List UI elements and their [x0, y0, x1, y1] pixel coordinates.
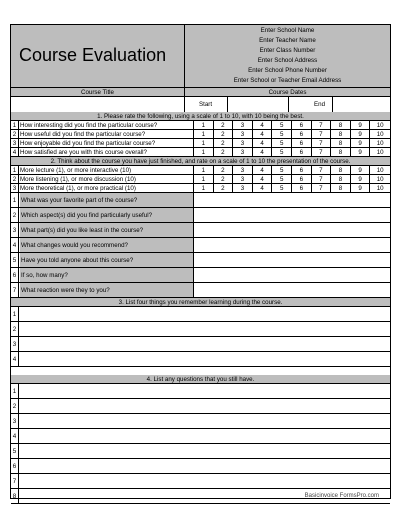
rating-option-2[interactable]: 2: [214, 139, 234, 147]
end-label: End: [314, 101, 326, 108]
rating-option-1[interactable]: 1: [194, 166, 214, 174]
rating-option-4[interactable]: 4: [253, 166, 273, 174]
question-text: What part(s) did you like least in the course?: [20, 223, 194, 237]
school-name-field[interactable]: Enter School Name: [260, 27, 315, 34]
learning-line[interactable]: [11, 352, 390, 367]
row-number: 2: [11, 130, 19, 138]
section1-row: [11, 148, 390, 157]
rating-option-6[interactable]: 6: [292, 184, 312, 192]
rating-option-3[interactable]: 3: [233, 139, 253, 147]
question-text: More theoretical (1), or more practical (10): [20, 184, 194, 192]
question-line[interactable]: [11, 414, 390, 429]
row-number: 3: [11, 139, 19, 147]
question-text: How satisfied are you with this course overall?: [20, 148, 194, 156]
answer-input[interactable]: [194, 268, 390, 282]
rating-option-7[interactable]: 7: [312, 121, 332, 129]
rating-option-8[interactable]: 8: [331, 121, 351, 129]
rating-option-4[interactable]: 4: [253, 139, 273, 147]
line-number: 2: [11, 322, 19, 336]
question-text: What changes would you recommend?: [20, 238, 194, 252]
course-dates-label: Course Dates: [185, 88, 390, 97]
rating-option-3[interactable]: 3: [233, 175, 253, 183]
question-text: How useful did you find the particular course?: [20, 130, 194, 138]
rating-option-8[interactable]: 8: [331, 148, 351, 156]
course-info: [11, 87, 390, 112]
section-4-heading: 4. List any questions that you still have.: [11, 375, 390, 384]
rating-option-9[interactable]: 9: [351, 148, 371, 156]
answer-input[interactable]: [194, 283, 390, 297]
rating-option-1[interactable]: 1: [194, 184, 214, 192]
question-text: If so, how many?: [20, 268, 194, 282]
row-number: 5: [11, 253, 19, 267]
rating-option-7[interactable]: 7: [312, 130, 332, 138]
question-text: More lecture (1), or more interactive (10): [20, 166, 194, 174]
section1-row: [11, 121, 390, 130]
section2-row: [11, 166, 390, 175]
rating-option-10[interactable]: 10: [376, 185, 384, 192]
line-number: 6: [11, 459, 19, 473]
section1-row: [11, 139, 390, 148]
line-number: 3: [11, 337, 19, 351]
question-row: [11, 253, 390, 268]
course-title-label: Course Title: [11, 88, 185, 97]
question-row: [11, 208, 390, 223]
line-number: 7: [11, 474, 19, 488]
question-text: Have you told anyone about this course?: [20, 253, 194, 267]
rating-option-10[interactable]: 10: [376, 149, 384, 156]
rating-option-6[interactable]: 6: [292, 139, 312, 147]
page-title: Course Evaluation: [19, 45, 167, 65]
footer-credit: Basicinvoice FormsPro.com: [304, 493, 379, 499]
learning-line[interactable]: [11, 322, 390, 337]
answer-input[interactable]: [194, 208, 390, 222]
row-number: 3: [11, 184, 19, 192]
row-number: 1: [11, 193, 19, 207]
rating-option-2[interactable]: 2: [214, 166, 234, 174]
question-line[interactable]: [11, 384, 390, 399]
rating-option-1[interactable]: 1: [194, 175, 214, 183]
rating-option-7[interactable]: 7: [312, 166, 332, 174]
question-text: How enjoyable did you find the particular course?: [20, 139, 194, 147]
rating-option-6[interactable]: 6: [292, 166, 312, 174]
rating-option-7[interactable]: 7: [312, 175, 332, 183]
rating-option-6[interactable]: 6: [292, 175, 312, 183]
question-row: [11, 238, 390, 253]
question-row: [11, 193, 390, 208]
section2-row: [11, 184, 390, 193]
question-text: What reaction were they to you?: [20, 283, 194, 297]
rating-option-2[interactable]: 2: [214, 175, 234, 183]
answer-input[interactable]: [194, 223, 390, 237]
question-line[interactable]: [11, 444, 390, 459]
rating-option-2[interactable]: 2: [214, 121, 234, 129]
rating-option-9[interactable]: 9: [351, 139, 371, 147]
answer-input[interactable]: [194, 253, 390, 267]
line-number: 4: [11, 352, 19, 366]
section2-row: [11, 175, 390, 184]
rating-option-6[interactable]: 6: [292, 130, 312, 138]
question-text: What was your favorite part of the course?: [20, 193, 194, 207]
rating-option-10[interactable]: 10: [376, 122, 384, 129]
school-address-field[interactable]: Enter School Address: [257, 57, 318, 64]
row-number: 7: [11, 283, 19, 297]
question-line[interactable]: [11, 399, 390, 414]
question-row: [11, 283, 390, 298]
line-number: 1: [11, 384, 19, 398]
rating-option-8[interactable]: 8: [331, 166, 351, 174]
rating-option-5[interactable]: 5: [272, 175, 292, 183]
school-phone-field[interactable]: Enter School Phone Number: [248, 67, 327, 74]
start-label: Start: [199, 101, 213, 108]
rating-option-5[interactable]: 5: [272, 184, 292, 192]
rating-option-4[interactable]: 4: [253, 175, 273, 183]
teacher-name-field[interactable]: Enter Teacher Name: [259, 37, 316, 44]
question-text: How interesting did you find the particular course?: [20, 121, 194, 129]
rating-option-7[interactable]: 7: [312, 139, 332, 147]
rating-option-10[interactable]: 10: [376, 176, 384, 183]
rating-option-1[interactable]: 1: [194, 121, 214, 129]
rating-option-9[interactable]: 9: [351, 166, 371, 174]
rating-option-2[interactable]: 2: [214, 184, 234, 192]
rating-option-8[interactable]: 8: [331, 130, 351, 138]
course-title-input[interactable]: [11, 97, 185, 112]
rating-option-5[interactable]: 5: [272, 139, 292, 147]
rating-option-5[interactable]: 5: [272, 148, 292, 156]
question-text: Which aspect(s) did you find particularly useful?: [20, 208, 194, 222]
rating-option-6[interactable]: 6: [292, 148, 312, 156]
rating-option-9[interactable]: 9: [351, 184, 371, 192]
row-number: 6: [11, 268, 19, 282]
question-line[interactable]: [11, 474, 390, 489]
rating-option-8[interactable]: 8: [331, 184, 351, 192]
row-number: 1: [11, 121, 19, 129]
section-3-heading: 3. List four things you remember learning during the course.: [11, 298, 390, 307]
rating-option-4[interactable]: 4: [253, 121, 273, 129]
evaluation-form: [10, 24, 391, 499]
learning-line[interactable]: [11, 307, 390, 322]
line-number: 8: [11, 489, 19, 503]
question-line[interactable]: [11, 459, 390, 474]
row-number: 1: [11, 166, 19, 174]
answer-input[interactable]: [194, 193, 390, 207]
rating-option-2[interactable]: 2: [214, 130, 234, 138]
rating-option-7[interactable]: 7: [312, 184, 332, 192]
question-row: [11, 223, 390, 238]
rating-option-7[interactable]: 7: [312, 148, 332, 156]
question-text: More listening (1), or more discussion (10): [20, 175, 194, 183]
row-number: 2: [11, 175, 19, 183]
rating-option-5[interactable]: 5: [272, 121, 292, 129]
header-title-box: [11, 25, 185, 87]
row-number: 2: [11, 208, 19, 222]
rating-option-9[interactable]: 9: [351, 121, 371, 129]
answer-input[interactable]: [194, 238, 390, 252]
rating-option-3[interactable]: 3: [233, 121, 253, 129]
question-line[interactable]: [11, 429, 390, 444]
question-row: [11, 268, 390, 283]
section-1-heading: 1. Please rate the following, using a scale of 1 to 10, with 10 being the best.: [11, 112, 390, 121]
rating-option-6[interactable]: 6: [292, 121, 312, 129]
rating-option-9[interactable]: 9: [351, 175, 371, 183]
section1-row: [11, 130, 390, 139]
rating-option-5[interactable]: 5: [272, 130, 292, 138]
rating-option-10[interactable]: 10: [376, 140, 384, 147]
row-number: 4: [11, 148, 19, 156]
rating-option-8[interactable]: 8: [331, 175, 351, 183]
rating-option-2[interactable]: 2: [214, 148, 234, 156]
line-number: 1: [11, 307, 19, 321]
learning-line[interactable]: [11, 337, 390, 352]
class-number-field[interactable]: Enter Class Number: [259, 47, 316, 54]
line-number: 5: [11, 444, 19, 458]
rating-option-5[interactable]: 5: [272, 166, 292, 174]
rating-option-4[interactable]: 4: [253, 130, 273, 138]
rating-option-1[interactable]: 1: [194, 148, 214, 156]
rating-option-3[interactable]: 3: [233, 130, 253, 138]
rating-option-10[interactable]: 10: [376, 131, 384, 138]
line-number: 4: [11, 429, 19, 443]
rating-option-10[interactable]: 10: [376, 167, 384, 174]
school-info-box: [185, 25, 390, 87]
line-number: 2: [11, 399, 19, 413]
line-number: 3: [11, 414, 19, 428]
rating-option-3[interactable]: 3: [233, 184, 253, 192]
rating-option-1[interactable]: 1: [194, 139, 214, 147]
rating-option-8[interactable]: 8: [331, 139, 351, 147]
rating-option-1[interactable]: 1: [194, 130, 214, 138]
rating-option-4[interactable]: 4: [253, 148, 273, 156]
rating-option-4[interactable]: 4: [253, 184, 273, 192]
end-date-input[interactable]: [332, 97, 391, 112]
row-number: 3: [11, 223, 19, 237]
rating-option-3[interactable]: 3: [233, 166, 253, 174]
section-2-heading: 2. Think about the course you have just finished, and rate on a scale of 1 to 10 the presentation of the course.: [11, 157, 390, 166]
rating-option-3[interactable]: 3: [233, 148, 253, 156]
start-date-input[interactable]: [227, 97, 289, 112]
email-field[interactable]: Enter School or Teacher Email Address: [233, 77, 342, 84]
rating-option-9[interactable]: 9: [351, 130, 371, 138]
row-number: 4: [11, 238, 19, 252]
